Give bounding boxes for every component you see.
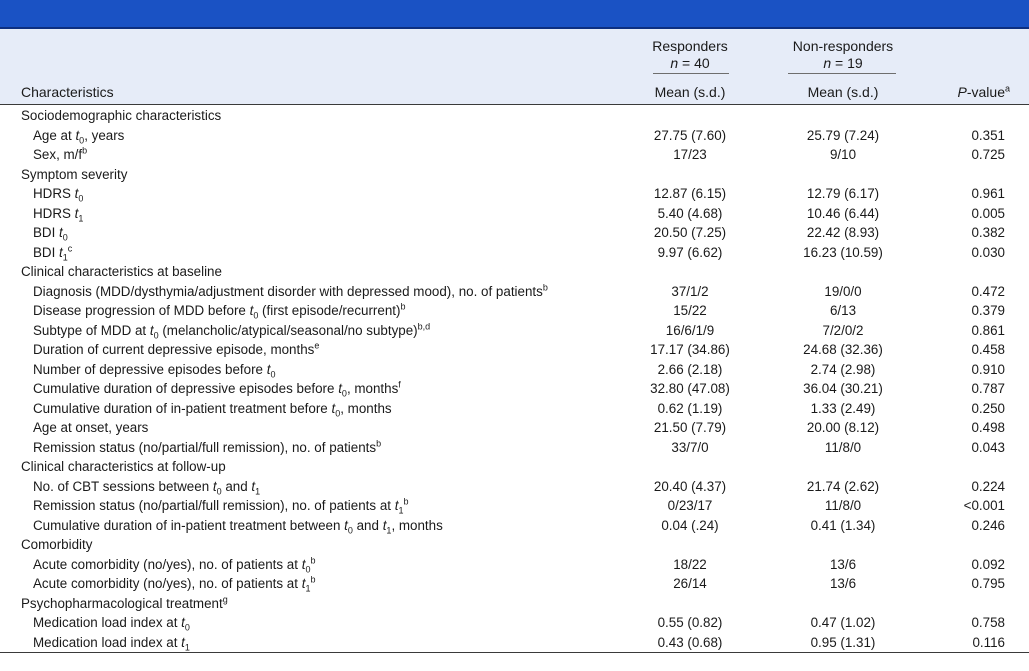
value-nonresponders: 10.46 (6.44): [806, 205, 880, 221]
row-label: Psychopharmacological treatment$^g$: [21, 594, 228, 611]
header-nonresponders-rule: [788, 73, 896, 74]
value-responders: 37/1/2: [671, 283, 709, 299]
value-nonresponders: 9/10: [829, 147, 857, 162]
table-row: [0, 301, 1029, 321]
row-label: Medication load index at $t_0$: [33, 615, 190, 633]
value-responders: 5.40 (4.68): [657, 205, 723, 221]
value-responders: 27.75 (7.60): [653, 127, 727, 143]
value-pvalue: 0.224: [971, 478, 1005, 494]
header-pvalue: P-value$^a$: [957, 83, 1010, 100]
header-nonresponders-n: n = 19: [823, 55, 863, 71]
value-pvalue: 0.351: [971, 127, 1005, 143]
value-responders: 32.80 (47.08): [650, 381, 730, 396]
value-responders: 18/22: [673, 556, 707, 572]
value-nonresponders: 11/8/0: [824, 498, 862, 513]
row-label: Diagnosis (MDD/dysthymia/adjustment disorder with depressed mood), no. of patients$^b$: [33, 282, 548, 299]
value-responders: 17.17 (34.86): [650, 342, 730, 357]
value-pvalue: 0.472: [971, 283, 1005, 299]
header-responders-rule: [653, 73, 729, 74]
value-pvalue: 0.379: [971, 303, 1005, 318]
row-label: Symptom severity: [21, 166, 128, 182]
value-nonresponders: 19/0/0: [824, 283, 862, 299]
value-responders: 2.66 (2.18): [657, 361, 723, 377]
table-row: [0, 555, 1029, 575]
value-responders: 9.97 (6.62): [657, 244, 723, 260]
table-row: [0, 477, 1029, 497]
row-label: Clinical characteristics at baseline: [21, 264, 222, 279]
value-pvalue: 0.725: [971, 147, 1005, 162]
table-row: [0, 496, 1029, 516]
value-responders: 15/22: [673, 303, 707, 318]
section-row: [0, 594, 1029, 614]
header-characteristics: Characteristics: [21, 84, 114, 100]
value-nonresponders: 11/8/0: [824, 439, 862, 455]
value-nonresponders: 36.04 (30.21): [803, 381, 883, 396]
table-row: [0, 126, 1029, 146]
value-pvalue: 0.498: [971, 420, 1005, 435]
table-row: [0, 243, 1029, 263]
value-nonresponders: 12.79 (6.17): [806, 186, 880, 201]
value-pvalue: 0.910: [971, 361, 1005, 377]
row-label: Duration of current depressive episode, months$^e$: [33, 340, 320, 357]
value-pvalue: 0.758: [971, 615, 1005, 630]
section-row: [0, 457, 1029, 477]
value-responders: 0.04 (.24): [661, 517, 719, 533]
header-nonresponders: Non-responders: [792, 38, 894, 54]
value-nonresponders: 13/6: [829, 556, 857, 572]
row-label: Clinical characteristics at follow-up: [21, 459, 226, 474]
section-row: [0, 262, 1029, 282]
value-nonresponders: 13/6: [829, 576, 857, 591]
row-label: No. of CBT sessions between $t_0$ and $t_1$: [33, 478, 261, 497]
value-nonresponders: 25.79 (7.24): [806, 127, 880, 143]
table-row: [0, 321, 1029, 341]
table-row: [0, 613, 1029, 633]
table-row: [0, 438, 1029, 458]
row-label: Medication load index at $t_1$: [33, 634, 190, 653]
value-pvalue: <0.001: [963, 498, 1005, 513]
value-pvalue: 0.787: [971, 381, 1005, 396]
value-pvalue: 0.795: [971, 576, 1005, 591]
header-responders-n: n = 40: [670, 55, 710, 71]
table-row: [0, 574, 1029, 594]
row-label: Remission status (no/partial/full remission), no. of patients at $t_1^b$: [33, 496, 409, 516]
value-pvalue: 0.382: [971, 225, 1005, 240]
row-label: Comorbidity: [21, 537, 93, 552]
value-responders: 17/23: [673, 147, 707, 162]
row-label: Cumulative duration of in-patient treatment between $t_0$ and $t_1$, months: [33, 517, 443, 536]
value-pvalue: 0.458: [971, 342, 1005, 357]
table-header: [0, 29, 1029, 105]
row-label: Number of depressive episodes before $t_0$: [33, 361, 276, 380]
value-nonresponders: 22.42 (8.93): [806, 225, 880, 240]
value-nonresponders: 20.00 (8.12): [806, 420, 880, 435]
value-nonresponders: 16.23 (10.59): [803, 244, 883, 260]
header-mean-sd-responders: Mean (s.d.): [654, 84, 726, 100]
section-row: [0, 535, 1029, 555]
section-row: [0, 165, 1029, 185]
row-label: Cumulative duration of in-patient treatment before $t_0$, months: [33, 400, 392, 419]
table-row: [0, 360, 1029, 380]
row-label: HDRS $t_0$: [33, 186, 84, 204]
value-responders: 20.40 (4.37): [653, 478, 727, 494]
value-responders: 33/7/0: [671, 439, 709, 455]
table-row: [0, 399, 1029, 419]
value-nonresponders: 0.95 (1.31): [810, 634, 876, 650]
row-label: Cumulative duration of depressive episodes before $t_0$, months$^f$: [33, 379, 401, 399]
row-label: Age at $t_0$, years: [33, 127, 125, 146]
value-responders: 12.87 (6.15): [653, 186, 727, 201]
row-label: Sex, $m/f^b$: [33, 145, 88, 162]
header-mean-sd-nonresponders: Mean (s.d.): [807, 84, 879, 100]
value-pvalue: 0.005: [971, 205, 1005, 221]
row-label: Subtype of MDD at $t_0$ (melancholic/atypical/seasonal/no subtype)$^{b,d}$: [33, 321, 431, 341]
value-pvalue: 0.092: [971, 556, 1005, 572]
value-nonresponders: 24.68 (32.36): [803, 342, 883, 357]
value-responders: 0.62 (1.19): [657, 400, 723, 416]
table-row: [0, 145, 1029, 165]
value-nonresponders: 2.74 (2.98): [810, 361, 876, 377]
value-nonresponders: 7/2/0/2: [822, 322, 864, 338]
table-row: [0, 223, 1029, 243]
row-label: Remission status (no/partial/full remission), no. of patients$^b$: [33, 438, 382, 455]
table-row: [0, 379, 1029, 399]
value-responders: 0.55 (0.82): [657, 615, 723, 630]
table-row: [0, 516, 1029, 536]
row-label: BDI $t_1^c$: [33, 243, 73, 263]
row-label: Age at onset, years: [33, 420, 149, 435]
value-pvalue: 0.961: [971, 186, 1005, 201]
table-row: [0, 282, 1029, 302]
value-responders: 20.50 (7.25): [653, 225, 727, 240]
table-body: [0, 106, 1029, 653]
value-responders: 0/23/17: [667, 498, 713, 513]
section-row: [0, 106, 1029, 126]
value-nonresponders: 6/13: [829, 303, 857, 318]
table-row: [0, 633, 1029, 654]
value-responders: 16/6/1/9: [665, 322, 715, 338]
value-responders: 26/14: [673, 576, 707, 591]
table-row: [0, 340, 1029, 360]
row-label: Disease progression of MDD before $t_0$ (first episode/recurrent)$^b$: [33, 301, 406, 321]
value-pvalue: 0.250: [971, 400, 1005, 416]
value-pvalue: 0.030: [971, 244, 1005, 260]
value-nonresponders: 21.74 (2.62): [806, 478, 880, 494]
value-nonresponders: 0.41 (1.34): [810, 517, 876, 533]
value-pvalue: 0.246: [971, 517, 1005, 533]
value-pvalue: 0.116: [972, 634, 1005, 650]
header-responders: Responders: [652, 38, 728, 54]
value-nonresponders: 0.47 (1.02): [810, 615, 876, 630]
row-label: BDI $t_0$: [33, 225, 68, 243]
table-title-bar: [0, 0, 1029, 29]
value-responders: 21.50 (7.79): [653, 420, 727, 435]
row-label: Sociodemographic characteristics: [21, 108, 222, 123]
table-row: [0, 204, 1029, 224]
value-pvalue: 0.861: [971, 322, 1005, 338]
row-label: Acute comorbidity (no/yes), no. of patients at $t_1^b$: [33, 574, 316, 594]
table-row: [0, 184, 1029, 204]
table-row: [0, 418, 1029, 438]
value-responders: 0.43 (0.68): [657, 634, 723, 650]
value-pvalue: 0.043: [971, 439, 1005, 455]
row-label: Acute comorbidity (no/yes), no. of patients at $t_0^b$: [33, 555, 316, 575]
value-nonresponders: 1.33 (2.49): [810, 400, 876, 416]
row-label: HDRS $t_1$: [33, 205, 84, 224]
